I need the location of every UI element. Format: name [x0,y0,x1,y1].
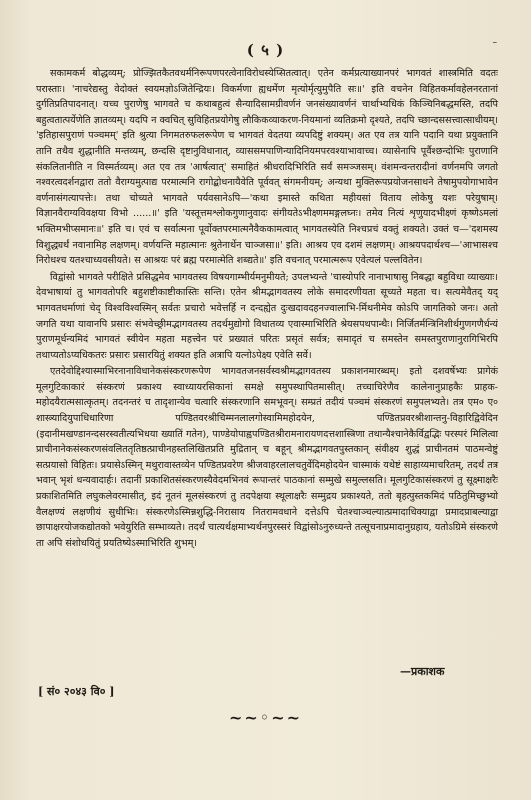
publisher-signature: —प्रकाशक [400,665,445,678]
paragraph-3: एतदेवोद्दिश्यास्माभिरनानाविधानेकसंस्करणरूपेण भागवतजनसर्वस्वश्रीमद्भागवतस्य प्रकाशनमारब्धम्। इतो दशवर्षेभ्यः प्रागेकं मूलगुटिकाकारं संस्करणं प्रकाश्य स्वाध्यायरसिकानां समक्षे समुपस्थापितमासीत्। तच्चाचिरेणैव कालेनानुप्राहकैः प्राहक-महोदयैरात्मसात्कृतम्। तदनन्तरं च तादृशान्येव चत्वारि संस्करणानि समभूवन्। सम्प्रतं तदीयं पञ्चमं संस्करणं समुपलभ्यते। तत्र एम० ए० शास्त्र्यादियुपाधिधारिणा पण्डितवरश्रीचिम्मनलालगोस्वामिमहोदयेन, पण्डितप्रवरश्रीशान्तनु-विहारिद्विवेदिन (इदानीमखण्डानन्दसरस्वतीत्यभिधया ख्यातिं गतेन), पाण्डेयोपाह्वपण्डितश्रीरामनारायणदत्तशास्त्रिणा तथान्यैश्चानेकैर्विद्वद्भिः परस्परं मिलित्वा प्राचीनानेकसंस्करणसंवलिततृतिष्ठत्प्राचीनहस्तलिखितप्रति मुद्रितान् च बहून् श्रीमद्भागवतपुस्तकान् संवीक्ष्य शुद्धं प्राचीनतमं पाठमन्वेष्टुं सत्प्रयासो विहितः। प्रयासेऽस्मिन् मथुरावास्तव्येन पण्डितप्रवरेण श्रीजवाहरलालचतुर्वेदिमहोदयेन चास्माकं यथेष्टं साहाय्यमाचरितम्, तदर्थं तत्र भवान् भृशं धन्यवादार्हः। तदानीं प्रकाशितसंस्करणस्यैवेदमभिनवं रूपान्तरं पाठकानां सम्मुखे समुल्लसति। मूलगुटिकासंस्करणं तु सूक्ष्माक्षरैः प्रकाशितमिति लघुकलेवरमासीत्, इदं नूतनं मूलसंस्करणं तु तदपेक्षया स्थूलाक्षरैः सम्मुद्रय प्रकाश्यते, ततो बृहत्पुस्तकमिदं पठितुमिच्छुभ्यो वैलक्षण्यं लक्षणीयं सुधीभिः। संस्करणेऽस्मिन्नशुद्धि-निरासाय नितरामवधाने दत्तेऽपि चेतश्चाञ्चल्यात्प्रमादाधिक्याद्वा प्रमादप्राबल्याद्वा छापाक्षरयोजकद्योतको भवेयुरिति सम्भाव्यते। तदर्थं चात्यर्थक्षमाभ्यर्थनपुरस्सरं विद्वांसोऽनुरुध्यन्ते तत्सूचनाप्रमादानुग्रहाय, यतोऽग्रिमे संस्करणे ता अपि संशोधयितुं प्रयतिष्येऽस्माभिरिति शुभम्। [36,366,498,549]
paragraph-1: सकामकर्म बोद्धव्यम्; प्रोज्झितकैतवधर्मनिरूपणपरत्वेनाविरोधस्येप्सितत्वात्। एतेन कर्मप्रत्याख्यानपरं भागवतं शास्त्रमिति वदतः परास्ताः। 'नाचरेद्यस्तु वेदोक्तं स्वयमज्ञोऽजितेन्द्रियः। विकर्मणा ह्यधर्मेण मृत्योर्मृत्युमुपैति सः॥' इति वचनेन विहितकर्मावहेलनरतानां दुर्गतिप्रतिपादनात्। यच्च पुराणेषु भागवते च कथाबहुत्वं सैन्यादिसामग्रीवर्णनं जनसंख्यावर्णनं चार्थाभ्यधिकं किञ्चिनिबद्धमस्ति, तदपि बहुत्वतात्पर्येणेति ज्ञातव्यम्। यदपि न क्वचित् सुविहितप्रयोगेषु लौकिकव्याकरण-नियमानां व्यतिक्रमो दृश्यते, तदपि च्छान्दससत्त्वात्साधीयम्। 'इतिहासपुराणं पञ्चमम्' इति श्रुत्या निगमतरुफलरूपेण च भागवतं वेदतया व्यपदिष्टुं शक्यम्। अत एव तत्र यानि पदानि यथा प्रयुक्तानि तानि तथैव शुद्धानीति मन्तव्यम्, छन्दसि दृष्टानुविधानात्, व्याससमपाणिन्यादिनियमपरवश्याभावाच्च। व्यासेनापि पूर्वैश्छन्दोभिः पुराणानि संकलितानीति न विस्मर्तव्यम्। अत एव तत्र 'आर्षत्वात्' समाहितं श्रीधरादिभिरिति सर्वं समञ्जसम्। वंशमन्वन्तरादीनां वर्णनमपि जगतो नश्वरत्वदर्शनद्वारा ततो वैराग्यमुत्पाद्य परमात्मनि रागोद्बोधनायैवेति पूर्ववत् संगमनीयम्; अन्यथा मुक्तिरूपप्रयोजनसाधने तेषामुपयोगाभावेन वर्णनासंगत्यापत्तेः। तथा चोच्यते भागवते पर्यवसाने‌ऽपि—'कथा इमास्ते कथिता महीयसां विताय लोकेषु यशः परेयुषाम्। विज्ञानवैराग्यविवक्षया विभो ......॥' इति 'यस्तूत्तमश्लोकगुणानुवादः संगीयतेऽभीक्ष्णममङ्गलघ्नः। तमेव नित्यं शृणुयादभीक्ष्णं कृष्णेऽमलां भक्तिमभीप्समानः॥' इति च। एवं च सर्वात्मना पूर्वोक्तपरमात्मनैवैककामत्वात् भागवतस्येति निश्चप्रचं वक्तुं शक्यते। उक्तं च—'दशमस्य विशुद्ध्यर्थं नवानामिह लक्षणम्। वर्णयन्ति महात्मानः श्रुतेनार्थेन चाञ्जसा॥' इति। आश्रय एव दशमं लक्षणम्। आश्रयपदार्थश्च—'आभासश्च निरोधश्च यतश्चाध्यवसीयते। स आश्रयः परं ब्रह्म परमात्मेति शब्द्यते॥' इति वचनात् परमात्मरूप एवेत्यलं पल्लवितेन। [36,68,498,267]
end-ornament: ~~◦~~ [228,708,303,727]
page-number: ( ५ ) [246,41,285,59]
preface-body [36,66,498,551]
samvat-date: [ सं० २०४३ वि० ] [38,685,115,698]
pencil-mark: ᐨ [492,38,498,54]
paragraph-2: विद्वांसो भागवते परीक्षिते प्रसिद्धमेव भागवतस्य विषयगाम्भीर्यमनुमीयते; उपलभ्यन्ते 'चास्योपरि नानाभाषासु निबद्धा बहुविधा व्याख्याः। देवभाषायां तु भागवतोपरि बहुशष्टीकाष्टीकास्तिः सन्ति। एतेन श्रीमद्भागवतस्य लोके समादरणीयता सूच्यते महता च। सत्यमेवैतद् यद् भागवतधर्माणां चेद् विश्वविश्वस्मिन् सर्वतः प्रचारो भवेत्तर्हि न दन्दह्येत दुःखदावदहनज्वालाभि-र्मिथनीमेव कोऽपि जागतिको जनः। अतो जगति यथा यावानपि प्रसारः संभवेच्छ्रीमद्भागवतस्य तदर्थमुद्योगो विधातव्य एवास्माभिरिति श्रेयसपथपान्थैः। निर्जितर्मन्त्रिनिशीर्थगुणगणैर्धन्यं पुराणमूर्धन्यमिदं भागवतं स्वीयेन महता महत्त्वेन परं प्रख्यातं परितः प्रसृतं सर्वत्र; समादृतं च समस्तेन समस्तपुराणानुरागिभिरपि तथाप्यतोऽप्यधिकतरः प्रसारः प्रसारयितुं शक्यत इति अत्रापि यत्नोऽपेक्ष्य एवेति सर्वे। [36,271,498,361]
